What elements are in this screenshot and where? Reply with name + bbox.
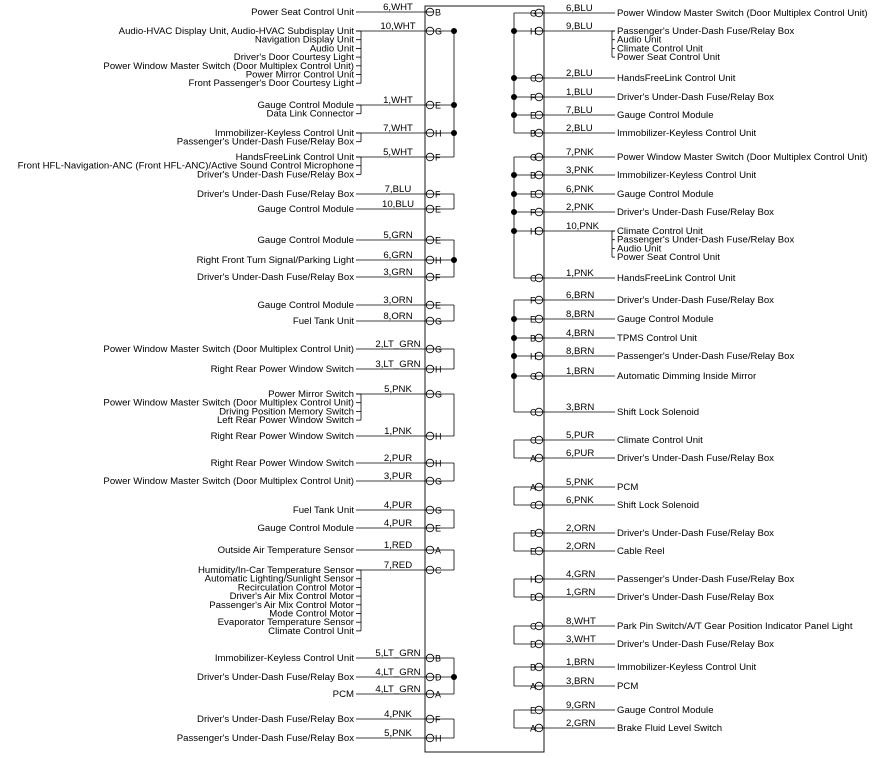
component-label: Gauge Control Module xyxy=(617,705,714,716)
component-label: Outside Air Temperature Sensor xyxy=(217,545,354,556)
connection-left xyxy=(293,311,442,327)
connection-right xyxy=(530,523,774,539)
wire-code: 3,WHT xyxy=(566,634,596,645)
pin-letter: B xyxy=(435,653,442,664)
connection-left xyxy=(211,453,442,469)
connection-left xyxy=(215,648,441,664)
wire-code: 4,LT_GRN xyxy=(375,684,421,695)
pin-letter: F xyxy=(435,189,441,200)
connection-right xyxy=(530,657,756,673)
component-label: Climate Control Unit xyxy=(617,435,703,446)
component-label: Power Window Master Switch (Door Multiplex Control Unit) xyxy=(103,344,354,355)
pin-letter: C xyxy=(530,621,537,632)
pin-letter: E xyxy=(530,546,537,557)
wire-code: 2,LT_GRN xyxy=(375,339,421,350)
component-label: Brake Fluid Level Switch xyxy=(617,723,723,734)
component-label: HandsFreeLink Control Unit xyxy=(235,152,354,163)
wire-code: 6,BLU xyxy=(566,3,593,14)
connection-right xyxy=(530,366,757,382)
pin-letter: D xyxy=(530,528,537,539)
connection-right xyxy=(530,587,774,603)
pin-letter: B xyxy=(530,128,537,139)
pin-letter: D xyxy=(435,672,442,683)
connection-right xyxy=(530,147,868,163)
connection-right xyxy=(530,402,699,418)
pin-letter: H xyxy=(530,574,537,585)
wire-code: 9,BLU xyxy=(566,21,593,32)
pin-letter: G xyxy=(435,476,443,487)
wire-code: 3,LT_GRN xyxy=(375,359,421,370)
connection-right xyxy=(530,541,664,557)
pin-letter: G xyxy=(530,371,538,382)
component-label: Driver's Air Mix Control Motor xyxy=(229,591,354,603)
component-label: HandsFreeLink Control Unit xyxy=(617,73,736,84)
pin-letter: C xyxy=(435,565,442,576)
splice-dot-icon xyxy=(451,28,457,34)
splice-dot-icon xyxy=(511,316,517,322)
component-label: Power Seat Control Unit xyxy=(251,7,354,18)
wire-code: 3,GRN xyxy=(383,267,413,278)
component-label: Left Rear Power Window Switch xyxy=(216,415,354,427)
wire-code: 1,BRN xyxy=(566,657,595,668)
component-label: Passenger's Under-Dash Fuse/Relay Box xyxy=(176,136,354,148)
connection-right xyxy=(530,477,638,493)
pin-letter: H xyxy=(435,431,442,442)
pin-letter: A xyxy=(530,482,537,493)
component-label: Fuel Tank Unit xyxy=(292,316,354,327)
pin-letter: C xyxy=(530,500,537,511)
pin-letter: G xyxy=(435,389,443,400)
connection-right xyxy=(530,328,697,344)
component-label: TPMS Control Unit xyxy=(617,333,697,344)
pin-letter: C xyxy=(530,273,537,284)
splice-dot-icon xyxy=(511,373,517,379)
pin-letter: H xyxy=(435,733,442,744)
component-label: Power Window Master Switch (Door Multiplex Control Unit) xyxy=(103,60,354,72)
wire-code: 4,LT_GRN xyxy=(375,667,421,678)
splice-dot-icon xyxy=(511,94,517,100)
component-label: Power Window Master Switch (Door Multiplex Control Unit) xyxy=(617,8,868,19)
component-label: Front HFL-Navigation-ANC (Front HFL-ANC)/Active Sound Control Microphone xyxy=(17,160,354,172)
wire-code: 9,GRN xyxy=(566,700,596,711)
component-label: Right Rear Power Window Switch xyxy=(210,364,354,375)
component-label: HandsFreeLink Control Unit xyxy=(617,273,736,284)
component-label: Climate Control Unit xyxy=(617,43,703,55)
connection-right xyxy=(530,3,868,19)
connection-left xyxy=(257,95,441,120)
wire-code: 3,ORN xyxy=(383,295,413,306)
wire-code: 5,GRN xyxy=(383,230,413,241)
component-label: Immobilizer-Keyless Control Unit xyxy=(617,170,757,181)
pin-letter: F xyxy=(435,152,441,163)
component-label: Park Pin Switch/A/T Gear Position Indicator Panel Light xyxy=(617,621,853,632)
component-label: Gauge Control Module xyxy=(257,204,354,215)
wire-code: 2,GRN xyxy=(566,718,596,729)
wire-code: 6,PUR xyxy=(566,448,595,459)
component-label: Front Passenger's Door Courtesy Light xyxy=(188,78,354,90)
wire-code: 6,GRN xyxy=(383,250,413,261)
connection-left xyxy=(197,709,441,725)
connection-left xyxy=(293,500,442,516)
component-label: Power Window Master Switch (Door Multiplex Control Unit) xyxy=(103,476,354,487)
component-label: Fuel Tank Unit xyxy=(292,505,354,516)
connection-left xyxy=(257,199,441,215)
pin-letter: E xyxy=(435,100,442,111)
wire-code: 8,WHT xyxy=(566,616,596,627)
connection-right xyxy=(530,290,774,306)
connection-right xyxy=(530,68,736,84)
connection-right xyxy=(530,718,722,734)
pin-letter: H xyxy=(435,128,442,139)
splice-dot-icon xyxy=(511,112,517,118)
pin-letter: E xyxy=(435,235,442,246)
connection-right xyxy=(530,616,853,632)
component-label: Passenger's Under-Dash Fuse/Relay Box xyxy=(617,574,795,585)
component-label: Driver's Under-Dash Fuse/Relay Box xyxy=(617,92,774,103)
pin-letter: H xyxy=(435,364,442,375)
connection-left xyxy=(251,2,441,18)
component-label: Passenger's Air Mix Control Motor xyxy=(209,599,354,611)
pin-letter: C xyxy=(530,407,537,418)
wire-code: 3,BRN xyxy=(566,676,595,687)
wire-code: 1,BRN xyxy=(566,366,595,377)
component-label: Passenger's Under-Dash Fuse/Relay Box xyxy=(176,733,354,744)
component-label: Right Rear Power Window Switch xyxy=(210,458,354,469)
wire-code: 7,WHT xyxy=(383,123,413,134)
component-label: Power Mirror Switch xyxy=(268,389,354,400)
component-label: Power Window Master Switch (Door Multiplex Control Unit) xyxy=(103,397,354,409)
component-label: Cable Reel xyxy=(617,546,665,557)
pin-letter: B xyxy=(530,662,537,673)
component-label: Right Front Turn Signal/Parking Light xyxy=(196,255,354,266)
pin-letter: E xyxy=(530,314,537,325)
pin-letter: E xyxy=(435,300,442,311)
pin-letter: H xyxy=(435,458,442,469)
connection-right xyxy=(530,634,774,650)
pin-letter: E xyxy=(530,189,537,200)
wire-code: 6,BRN xyxy=(566,290,595,301)
connection-left xyxy=(197,267,441,283)
wire-code: 6,PNK xyxy=(566,184,594,195)
wire-code: 2,PNK xyxy=(566,202,594,213)
component-label: Gauge Control Module xyxy=(257,100,354,111)
wire-code: 5,WHT xyxy=(383,147,413,158)
wire-code: 7,BLU xyxy=(384,184,412,195)
connection-left xyxy=(177,123,442,148)
wire-code: 3,BRN xyxy=(566,402,595,413)
wire-code: 8,BRN xyxy=(566,346,595,357)
component-label: Audio Unit xyxy=(617,243,662,255)
wire-code: 10,WHT xyxy=(380,21,416,32)
wire-code: 8,BRN xyxy=(566,309,595,320)
pin-letter: C xyxy=(530,435,537,446)
connection-left xyxy=(257,230,441,246)
component-label: Driver's Under-Dash Fuse/Relay Box xyxy=(617,592,774,603)
pin-letter: F xyxy=(530,207,536,218)
splice-dot-icon xyxy=(511,28,517,34)
pin-letter: F xyxy=(435,714,441,725)
connection-right xyxy=(530,165,756,181)
component-label: Driver's Under-Dash Fuse/Relay Box xyxy=(617,528,774,539)
component-label: Evaporator Temperature Sensor xyxy=(217,617,354,629)
connection-left xyxy=(197,184,441,200)
component-label: Right Rear Power Window Switch xyxy=(210,431,354,442)
wire-code: 1,GRN xyxy=(566,587,596,598)
wire-code: 2,ORN xyxy=(566,541,596,552)
pin-letter: G xyxy=(435,344,443,355)
component-label: Power Seat Control Unit xyxy=(617,52,720,64)
component-label: Driver's Under-Dash Fuse/Relay Box xyxy=(617,207,774,218)
component-label: Power Mirror Control Unit xyxy=(245,69,354,81)
pin-letter: C xyxy=(530,73,537,84)
connection-left xyxy=(257,518,441,534)
connection-right xyxy=(530,268,736,284)
component-label: Power Window Master Switch (Door Multiplex Control Unit) xyxy=(617,152,868,163)
pin-letter: E xyxy=(530,110,537,121)
connection-right xyxy=(530,676,638,692)
wire-code: 8,ORN xyxy=(383,311,413,322)
pin-letter: H xyxy=(530,351,537,362)
component-label: Driver's Under-Dash Fuse/Relay Box xyxy=(197,272,354,283)
connection-left xyxy=(211,426,442,442)
connection-right xyxy=(530,21,794,63)
component-label: Shift Lock Solenoid xyxy=(617,407,700,418)
splice-dot-icon xyxy=(451,257,457,263)
component-label: Passenger's Under-Dash Fuse/Relay Box xyxy=(617,26,795,37)
component-label: PCM xyxy=(617,681,639,692)
component-label: Passenger's Under-Dash Fuse/Relay Box xyxy=(617,351,795,362)
connection-left xyxy=(103,339,442,355)
wire-code: 4,PUR xyxy=(383,518,413,529)
splice-dot-icon xyxy=(511,191,517,197)
connection-right xyxy=(530,569,794,585)
component-label: Climate Control Unit xyxy=(617,226,703,237)
wire-code: 1,RED xyxy=(383,540,413,551)
connection-left xyxy=(103,21,442,89)
component-label: Gauge Control Module xyxy=(617,314,714,325)
wire-code: 10,BLU xyxy=(382,199,414,210)
component-label: Recirculation Control Motor xyxy=(237,582,354,594)
component-label: Humidity/In-Car Temperature Sensor xyxy=(197,565,354,576)
connection-right xyxy=(530,346,794,362)
connection-left xyxy=(211,359,442,375)
connections xyxy=(18,2,868,744)
component-label: Mode Control Motor xyxy=(269,608,354,620)
wire-code: 1,PNK xyxy=(566,268,594,279)
connection-right xyxy=(530,309,714,325)
connection-right xyxy=(530,202,774,218)
pin-letter: E xyxy=(435,523,442,534)
component-label: Automatic Dimming Inside Mirror xyxy=(617,371,757,382)
component-label: Gauge Control Module xyxy=(257,235,354,246)
pin-letter: G xyxy=(435,316,443,327)
wire-code: 10,PNK xyxy=(566,221,600,232)
component-label: Passenger's Under-Dash Fuse/Relay Box xyxy=(617,234,795,246)
component-label: Audio Unit xyxy=(309,43,354,55)
wire-code: 5,PNK xyxy=(566,477,594,488)
connection-right xyxy=(530,184,714,200)
splice-dot-icon xyxy=(511,209,517,215)
pin-letter: H xyxy=(530,26,537,37)
connection-right xyxy=(530,430,703,446)
component-label: Navigation Display Unit xyxy=(254,34,354,46)
connection-left xyxy=(103,471,442,487)
connection-right xyxy=(530,495,699,511)
component-label: Driver's Under-Dash Fuse/Relay Box xyxy=(197,189,354,200)
connection-right xyxy=(530,87,774,103)
connection-right xyxy=(530,105,714,121)
connection-left xyxy=(218,540,441,556)
pin-letter: A xyxy=(530,723,537,734)
component-label: Shift Lock Solenoid xyxy=(617,500,700,511)
wire-code: 2,PUR xyxy=(383,453,413,464)
splice-dot-icon xyxy=(511,172,517,178)
splice-dot-icon xyxy=(451,130,457,136)
pin-letter: E xyxy=(530,705,537,716)
splice-dot-icon xyxy=(451,102,457,108)
splice-dot-icon xyxy=(511,335,517,341)
wire-code: 4,PUR xyxy=(383,500,413,511)
component-label: Driver's Under-Dash Fuse/Relay Box xyxy=(617,453,774,464)
pin-letter: G xyxy=(435,505,443,516)
pin-letter: A xyxy=(530,453,537,464)
wire-code: 6,PNK xyxy=(566,495,594,506)
splice-left xyxy=(434,394,454,436)
wire-code: 5,PUR xyxy=(566,430,595,441)
wire-code: 4,PNK xyxy=(384,709,412,720)
connection-left xyxy=(198,560,442,637)
component-label: Audio-HVAC Display Unit, Audio-HVAC Subdisplay Unit xyxy=(118,26,354,37)
pin-letter: H xyxy=(435,255,442,266)
wire-code: 5,LT_GRN xyxy=(375,648,421,659)
wire-code: 1,WHT xyxy=(383,95,413,106)
component-label: Audio Unit xyxy=(617,34,662,46)
pin-letter: H xyxy=(530,226,537,237)
component-label: Immobilizer-Keyless Control Unit xyxy=(617,662,757,673)
component-label: Driver's Under-Dash Fuse/Relay Box xyxy=(197,714,354,725)
splice-dot-icon xyxy=(451,674,457,680)
pin-letter: F xyxy=(435,272,441,283)
component-label: Immobilizer-Keyless Control Unit xyxy=(214,128,354,139)
wire-code: 2,BLU xyxy=(566,123,593,134)
pin-letter: F xyxy=(530,92,536,103)
pin-letter: G xyxy=(530,152,538,163)
wire-code: 2,BLU xyxy=(566,68,593,79)
component-label: Driver's Under-Dash Fuse/Relay Box xyxy=(617,639,774,650)
connector-block xyxy=(425,6,544,752)
pin-letter: A xyxy=(530,681,537,692)
component-label: Driver's Under-Dash Fuse/Relay Box xyxy=(197,672,354,683)
pin-letter: A xyxy=(435,689,442,700)
pin-letter: E xyxy=(435,204,442,215)
wire-code: 4,BRN xyxy=(566,328,595,339)
connection-right xyxy=(530,221,794,263)
splice-dot-icon xyxy=(511,353,517,359)
wire-code: 3,PNK xyxy=(566,165,594,176)
component-label: Gauge Control Module xyxy=(617,110,714,121)
component-label: Driver's Door Courtesy Light xyxy=(233,52,354,64)
component-label: Immobilizer-Keyless Control Unit xyxy=(214,653,354,664)
splice-dot-icon xyxy=(511,228,517,234)
connection-right xyxy=(530,448,774,464)
connection-right xyxy=(530,700,714,716)
connection-left xyxy=(103,384,442,426)
component-label: Data Link Connector xyxy=(266,108,354,120)
component-label: Driver's Under-Dash Fuse/Relay Box xyxy=(617,295,774,306)
pin-letter: G xyxy=(435,26,443,37)
component-label: PCM xyxy=(617,482,639,493)
splice-dot-icon xyxy=(511,75,517,81)
connection-left xyxy=(197,250,442,266)
component-label: Gauge Control Module xyxy=(257,523,354,534)
pin-letter: B xyxy=(530,170,537,181)
wire-code: 4,GRN xyxy=(566,569,596,580)
connection-left xyxy=(197,667,442,683)
pin-letter: B xyxy=(530,333,537,344)
wire-code: 1,BLU xyxy=(566,87,593,98)
wire-code: 6,WHT xyxy=(383,2,413,13)
wire-code: 5,PNK xyxy=(384,384,412,395)
component-label: Immobilizer-Keyless Control Unit xyxy=(617,128,757,139)
pin-letter: A xyxy=(435,545,442,556)
component-label: Driver's Under-Dash Fuse/Relay Box xyxy=(197,169,354,181)
pin-letter: F xyxy=(530,295,536,306)
pin-letter: D xyxy=(530,592,537,603)
wire-code: 5,PNK xyxy=(384,728,412,739)
component-label: Driving Position Memory Switch xyxy=(219,406,354,418)
component-label: Automatic Lighting/Sunlight Sensor xyxy=(204,573,354,585)
component-label: Climate Control Unit xyxy=(268,625,354,637)
wire-code: 7,RED xyxy=(383,560,413,571)
component-label: Power Seat Control Unit xyxy=(617,252,720,264)
pin-letter: D xyxy=(530,639,537,650)
connection-left xyxy=(18,147,441,180)
connection-left xyxy=(257,295,441,311)
connection-right xyxy=(530,123,756,139)
component-label: PCM xyxy=(332,689,354,700)
wire-code: 2,ORN xyxy=(566,523,596,534)
component-label: Gauge Control Module xyxy=(617,189,714,200)
pin-letter: G xyxy=(530,8,538,19)
wire-code: 1,PNK xyxy=(384,426,412,437)
wire-code: 7,BLU xyxy=(566,105,593,116)
pin-letter: B xyxy=(435,7,442,18)
wire-code: 7,PNK xyxy=(566,147,594,158)
splice-right xyxy=(511,157,535,278)
connection-left xyxy=(177,728,442,744)
wire-code: 3,PUR xyxy=(383,471,413,482)
component-label: Gauge Control Module xyxy=(257,300,354,311)
